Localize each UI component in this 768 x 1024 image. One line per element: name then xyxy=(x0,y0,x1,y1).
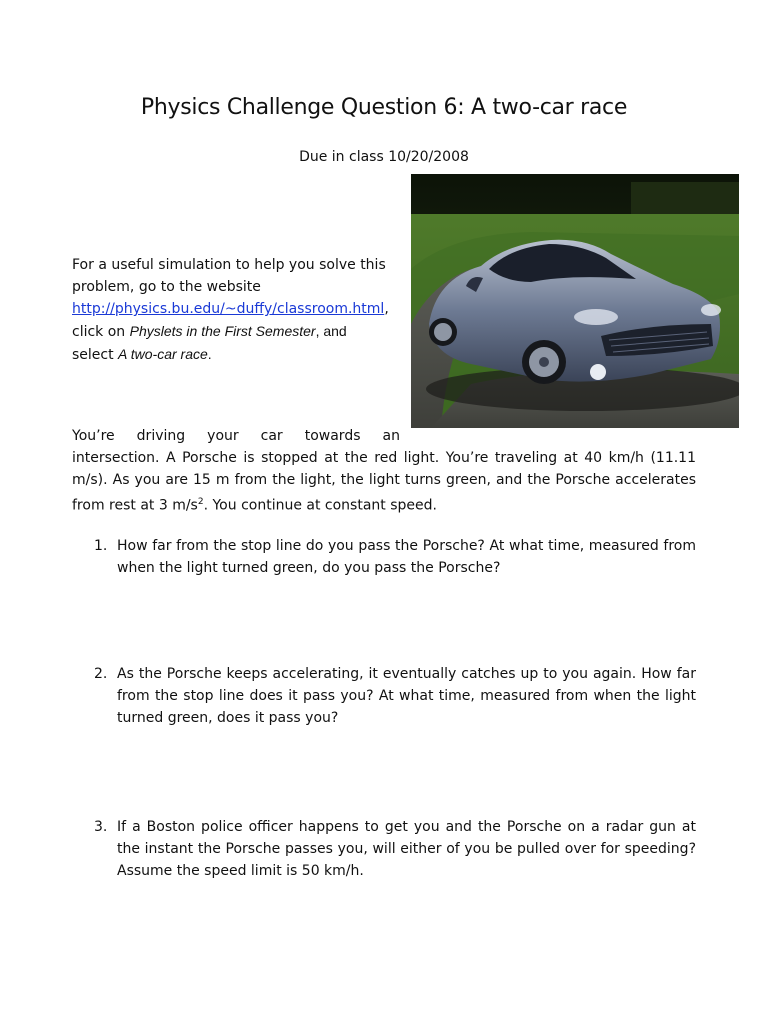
intro-line-1: For a useful simulation to help you solve this xyxy=(72,257,386,273)
simulation-name: A two-car race xyxy=(118,346,208,362)
question-3: 3. If a Boston police officer happens to get you and the Porsche on a radar gun at the instant the Porsche passes you, will either of you be pulled over for speeding? Assume the speed limit is 50 km/h. xyxy=(94,819,696,879)
exponent: 2 xyxy=(197,497,204,507)
sports-car-image xyxy=(411,174,739,428)
question-2: 2. As the Porsche keeps accelerating, it eventually catches up to you again. How far from the stop line does it pass you? At what time, measured from when the light turned green, does it pass you? xyxy=(94,666,696,726)
problem-first-line: You’re driving your car towards an xyxy=(72,428,400,444)
simulation-note xyxy=(72,254,402,366)
intro-line-4: click on Physlets in the First Semester, and xyxy=(72,323,347,340)
intro-line-2: problem, go to the website xyxy=(72,279,261,295)
question-1: 1. How far from the stop line do you pass the Porsche? At what time, measured from when the light turned green, do you pass the Porsche? xyxy=(94,538,696,576)
due-date: Due in class 10/20/2008 xyxy=(299,149,469,165)
car-photo xyxy=(411,174,739,428)
document-title: Physics Challenge Question 6: A two-car race xyxy=(140,95,628,120)
problem-statement: intersection. A Porsche is stopped at the red light. You’re traveling at 40 km/h (11.11 m/s). As you are 15 m from the light, the light turns green, and the Porsche accelerates from rest at 3 $m/s^2$. You continue at constant speed. xyxy=(72,450,696,514)
intro-line-3: http://physics.bu.edu/~duffy/classroom.html, xyxy=(72,301,389,317)
physlets-label: Physlets in the First Semester xyxy=(129,323,316,339)
simulation-link[interactable]: http://physics.bu.edu/~duffy/classroom.html xyxy=(72,301,385,317)
intro-line-5: select A two-car race. xyxy=(72,346,212,363)
